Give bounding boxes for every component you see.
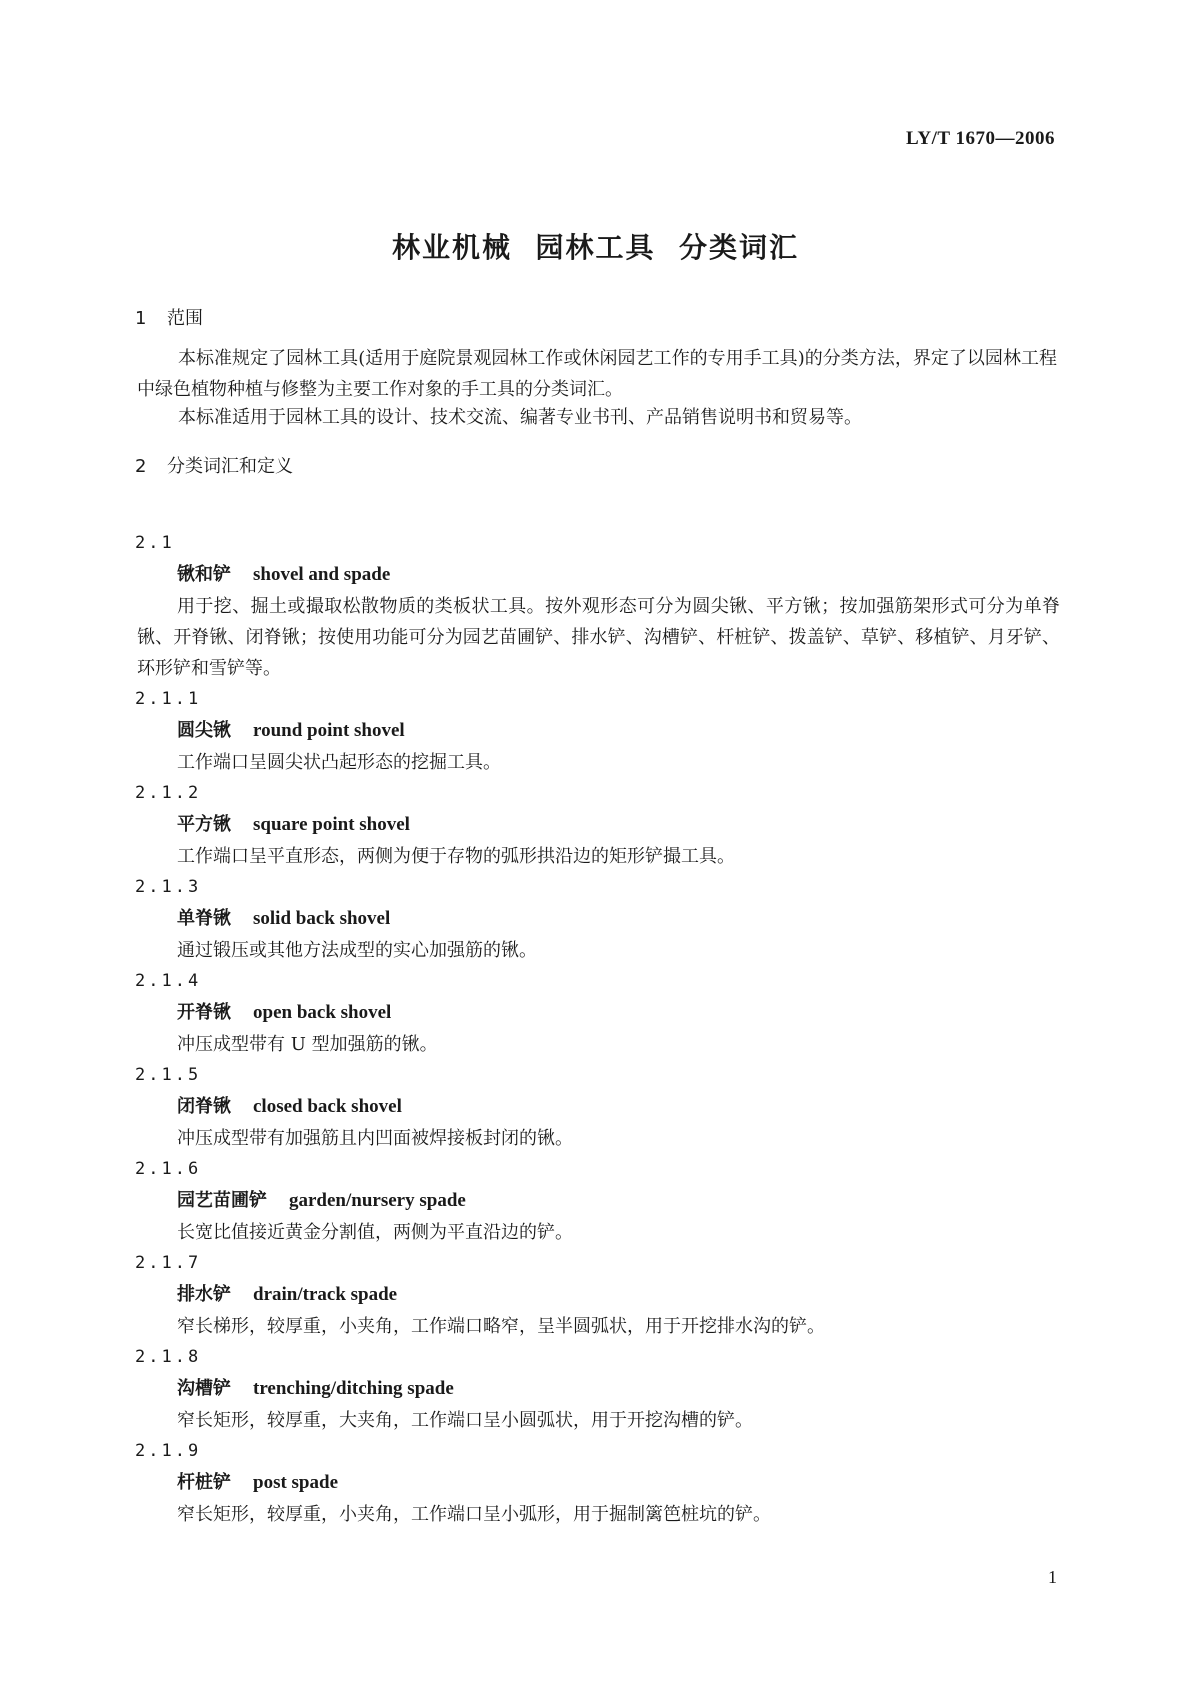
term-chinese: 排水铲 xyxy=(177,1284,231,1305)
term-chinese: 闭脊锹 xyxy=(177,1096,231,1117)
entry-term xyxy=(135,903,1060,935)
section-number: 2 xyxy=(135,456,147,477)
entry-term xyxy=(135,1279,1060,1311)
document-title: 林业机械 园林工具 分类词汇 xyxy=(392,231,799,264)
entry-definition: 窄长矩形，较厚重，大夹角，工作端口呈小圆弧状，用于开挖沟槽的铲。 xyxy=(177,1410,753,1431)
entry-number: 2.1.8 xyxy=(135,1347,202,1367)
term-english: post spade xyxy=(253,1472,338,1493)
term-chinese: 锹和铲 xyxy=(177,564,231,585)
section-heading-scope xyxy=(135,304,203,330)
entry-number: 2.1.1 xyxy=(135,689,202,709)
scope-paragraph-2: 本标准适用于园林工具的设计、技术交流、编著专业书刊、产品销售说明书和贸易等。 xyxy=(178,407,862,428)
section-title: 范围 xyxy=(167,308,203,329)
entry-definition: 冲压成型带有 U 型加强筋的锹。 xyxy=(177,1034,438,1055)
entry-definition: 通过锻压或其他方法成型的实心加强筋的锹。 xyxy=(177,940,537,961)
term-entry xyxy=(135,528,1060,684)
term-english: drain/track spade xyxy=(253,1284,398,1305)
term-english: trenching/ditching spade xyxy=(253,1378,454,1399)
section-number: 1 xyxy=(135,308,147,329)
term-entry xyxy=(135,778,1060,872)
entry-number: 2.1.9 xyxy=(135,1441,202,1461)
term-chinese: 单脊锹 xyxy=(177,908,231,929)
term-entry xyxy=(135,1248,1060,1342)
term-chinese: 沟槽铲 xyxy=(177,1378,231,1399)
term-chinese: 园艺苗圃铲 xyxy=(177,1190,267,1211)
term-english: garden/nursery spade xyxy=(289,1190,466,1211)
term-entry xyxy=(135,1154,1060,1248)
term-chinese: 开脊锹 xyxy=(177,1002,231,1023)
entry-number: 2.1.6 xyxy=(135,1159,202,1179)
entry-term xyxy=(135,997,1060,1029)
term-entries xyxy=(135,528,1060,1530)
entry-term xyxy=(135,1185,1060,1217)
term-chinese: 杆桩铲 xyxy=(177,1472,231,1493)
term-english: shovel and spade xyxy=(253,564,391,585)
term-chinese: 圆尖锹 xyxy=(177,720,231,741)
entry-term xyxy=(135,1467,1060,1499)
entry-term xyxy=(135,1373,1060,1405)
term-entry xyxy=(135,1342,1060,1436)
entry-definition: 工作端口呈圆尖状凸起形态的挖掘工具。 xyxy=(177,752,501,773)
entry-number: 2.1 xyxy=(135,533,175,553)
entry-definition: 冲压成型带有加强筋且内凹面被焊接板封闭的锹。 xyxy=(177,1128,573,1149)
scope-paragraph-1: 本标准规定了园林工具(适用于庭院景观园林工作或休闲园艺工作的专用手工具)的分类方法，界定了以园林工程中绿色植物种植与修整为主要工作对象的手工具的分类词汇。 xyxy=(137,348,1057,400)
entry-definition: 长宽比值接近黄金分割值，两侧为平直沿边的铲。 xyxy=(177,1222,573,1243)
term-entry xyxy=(135,1436,1060,1530)
page-number: 1 xyxy=(1048,1567,1057,1587)
standard-code: LY/T 1670—2006 xyxy=(905,128,1055,149)
entry-term xyxy=(135,809,1060,841)
term-entry xyxy=(135,966,1060,1060)
term-english: open back shovel xyxy=(253,1002,392,1023)
term-english: closed back shovel xyxy=(253,1096,402,1117)
entry-number: 2.1.3 xyxy=(135,877,202,897)
entry-number: 2.1.2 xyxy=(135,783,202,803)
entry-definition: 工作端口呈平直形态，两侧为便于存物的弧形拱沿边的矩形铲撮工具。 xyxy=(177,846,735,867)
entry-definition: 窄长矩形，较厚重，小夹角，工作端口呈小弧形，用于掘制篱笆桩坑的铲。 xyxy=(177,1504,771,1525)
entry-definition: 用于挖、掘土或撮取松散物质的类板状工具。按外观形态可分为圆尖锹、平方锹；按加强筋架形式可分为单脊锹、开脊锹、闭脊锹；按使用功能可分为园艺苗圃铲、排水铲、沟槽铲、杆桩铲、拨盖铲、草铲、移植铲、月牙铲、环形铲和雪铲等。 xyxy=(137,596,1060,679)
term-english: round point shovel xyxy=(253,720,405,741)
entry-definition: 窄长梯形，较厚重，小夹角，工作端口略窄，呈半圆弧状，用于开挖排水沟的铲。 xyxy=(177,1316,825,1337)
entry-number: 2.1.7 xyxy=(135,1253,202,1273)
entry-term xyxy=(135,559,1060,591)
term-chinese: 平方锹 xyxy=(177,814,231,835)
term-entry xyxy=(135,872,1060,966)
entry-term xyxy=(135,1091,1060,1123)
entry-term xyxy=(135,715,1060,747)
term-english: solid back shovel xyxy=(253,908,391,929)
section-title: 分类词汇和定义 xyxy=(167,456,293,477)
entry-number: 2.1.4 xyxy=(135,971,202,991)
term-english: square point shovel xyxy=(253,814,410,835)
term-entry xyxy=(135,1060,1060,1154)
term-entry xyxy=(135,684,1060,778)
section-heading-terms xyxy=(135,452,293,478)
entry-number: 2.1.5 xyxy=(135,1065,202,1085)
